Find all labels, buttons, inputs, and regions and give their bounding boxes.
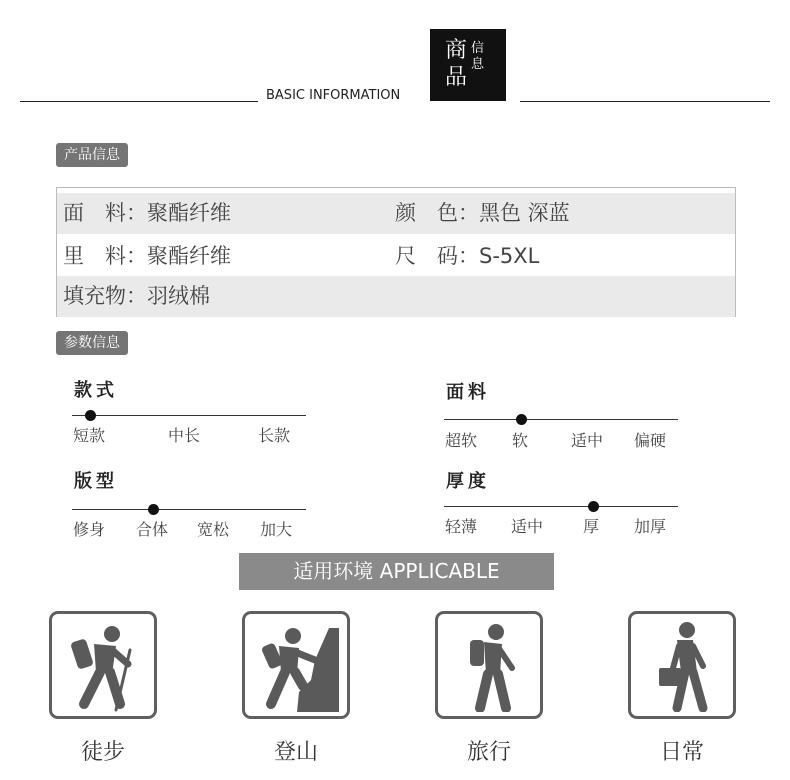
header-rule-right [520, 101, 770, 102]
goods-info-logo [430, 29, 506, 101]
logo-char: 品 [445, 65, 468, 90]
logo-char: 信 [471, 41, 485, 56]
scale-option: 宽松 [197, 520, 230, 539]
scale-option: 修身 [73, 520, 106, 539]
climbing-card [242, 611, 350, 719]
filling-cell: 填充物：羽绒棉 [63, 284, 210, 308]
fabric-cell: 面 料：聚酯纤维 [63, 201, 231, 225]
thickness-scale-title: 厚度 [446, 471, 490, 492]
table-row [57, 236, 735, 277]
fabric-scale-line [444, 419, 678, 420]
fit-scale-title: 版型 [74, 471, 118, 492]
fit-scale-marker [148, 504, 159, 515]
scale-option: 厚 [583, 517, 600, 536]
travel-icon [446, 620, 532, 712]
scale-option: 偏硬 [634, 431, 667, 450]
scale-option: 长款 [258, 426, 291, 445]
climbing-label: 登山 [273, 740, 318, 765]
logo-char: 息 [471, 57, 485, 72]
table-row [57, 193, 735, 234]
thickness-scale-marker [588, 501, 599, 512]
color-cell: 颜 色：黑色 深蓝 [395, 201, 570, 225]
style-scale-title: 款式 [74, 380, 118, 401]
product-info-table [56, 187, 736, 317]
scale-option: 软 [512, 431, 529, 450]
scale-option: 中长 [168, 426, 201, 445]
style-scale-line [72, 415, 306, 416]
logo-char: 商 [445, 38, 468, 63]
scale-option: 合体 [136, 520, 169, 539]
scale-option: 加大 [260, 520, 293, 539]
scale-option: 短款 [73, 426, 106, 445]
travel-label: 旅行 [466, 740, 511, 765]
hiking-label: 徒步 [80, 740, 125, 765]
scale-option: 适中 [511, 517, 544, 536]
thickness-scale-line [444, 506, 678, 507]
params-info-badge: 参数信息 [56, 331, 128, 355]
travel-card [435, 611, 543, 719]
scale-option: 超软 [445, 431, 478, 450]
scale-option: 适中 [571, 431, 604, 450]
basic-information-label: BASIC INFORMATION [266, 88, 401, 103]
daily-icon [639, 620, 725, 712]
header-rule-left [20, 101, 258, 102]
lining-cell: 里 料：聚酯纤维 [63, 244, 231, 268]
climbing-icon [253, 620, 339, 712]
table-row [57, 276, 735, 317]
fabric-scale-title: 面料 [446, 382, 490, 403]
fabric-scale-marker [516, 414, 527, 425]
hiking-icon [60, 620, 146, 712]
hiking-card [49, 611, 157, 719]
daily-label: 日常 [659, 740, 704, 765]
style-scale-marker [85, 410, 96, 421]
size-cell: 尺 码：S-5XL [395, 244, 540, 268]
applicable-banner: 适用环境 APPLICABLE [239, 553, 554, 590]
daily-card [628, 611, 736, 719]
scale-option: 加厚 [634, 517, 667, 536]
product-info-badge: 产品信息 [56, 143, 128, 167]
fit-scale-line [72, 509, 306, 510]
scale-option: 轻薄 [445, 517, 478, 536]
